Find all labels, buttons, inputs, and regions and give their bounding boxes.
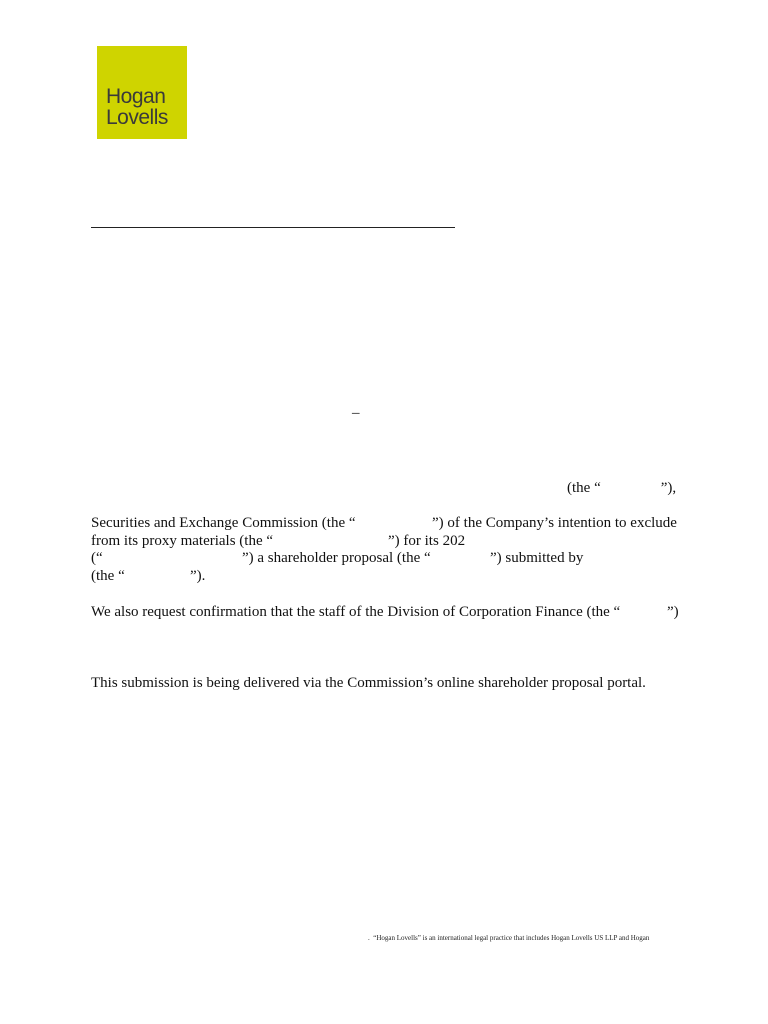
para2-line1-start: We also request confirmation that the staff of the Division of Corporation Finance (the “ bbox=[91, 604, 621, 620]
para3-text: This submission is being delivered via the Commission’s online shareholder proposal portal. bbox=[91, 675, 646, 691]
footnote: . “Hogan Lovells” is an international legal practice that includes Hogan Lovells US LLP and Hogan bbox=[368, 934, 650, 942]
para1-line2-start: from its proxy materials (the “ bbox=[91, 533, 274, 549]
logo-wordmark bbox=[106, 86, 168, 128]
hogan-lovells-logo bbox=[97, 46, 187, 139]
para1-line3-end: ”) submitted by bbox=[490, 550, 584, 566]
logo-line-lovells: Lovells bbox=[106, 106, 168, 129]
logo-line-hogan: Hogan bbox=[106, 85, 166, 108]
para1-line4-start: (the “ bbox=[91, 568, 125, 584]
para2-line1-end: ”) bbox=[667, 604, 679, 620]
para1-line2-end: ”) for its 202 bbox=[388, 533, 466, 549]
para1-line3-start: (“ bbox=[91, 550, 103, 566]
para1-line1-start: Securities and Exchange Commission (the “ bbox=[91, 515, 356, 531]
para1-line0-end: (the “ ”), bbox=[567, 480, 677, 496]
para1-line3-mid: ”) a shareholder proposal (the “ bbox=[242, 550, 431, 566]
signature-rule bbox=[91, 227, 455, 228]
dash-mark: – bbox=[352, 405, 360, 421]
para1-line4-end: ”). bbox=[190, 568, 206, 584]
para1-line1-end: ”) of the Company’s intention to exclude bbox=[432, 515, 677, 531]
